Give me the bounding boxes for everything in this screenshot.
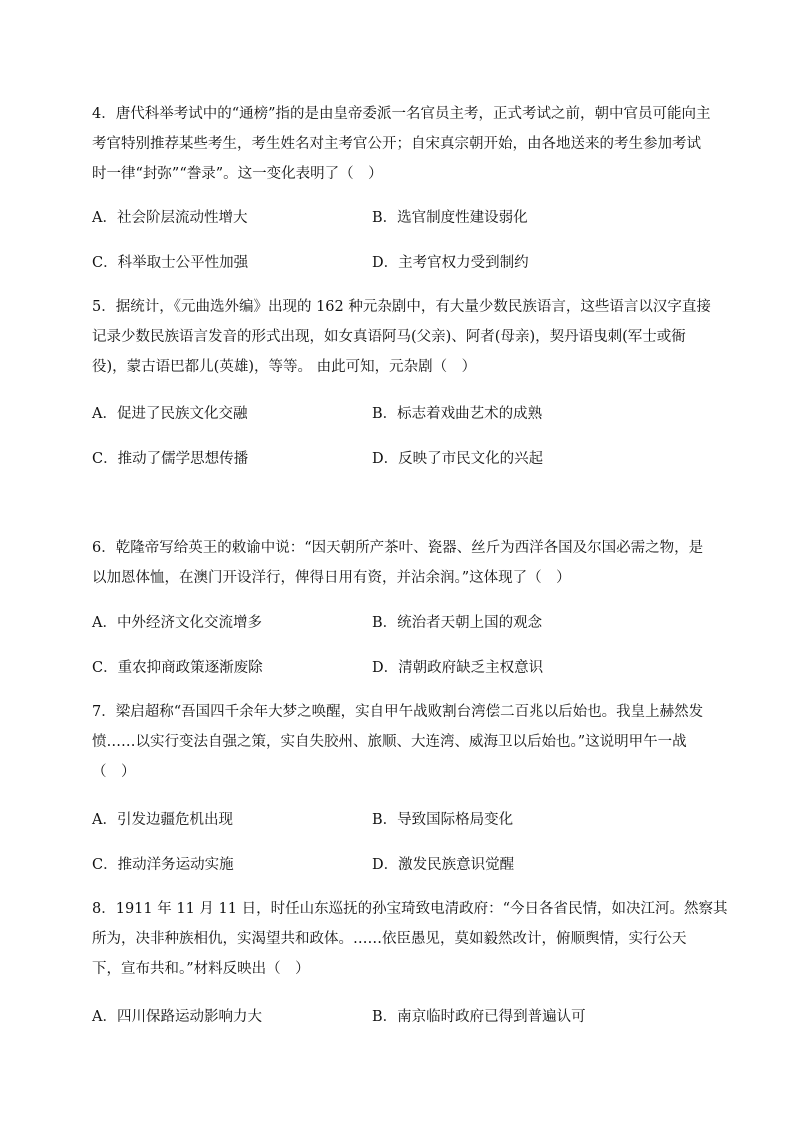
stem-line: 以加恩体恤，在澳门开设洋行，俾得日用有资，并沾余润。”这体现了（ ） [92, 570, 571, 586]
stem-line: 役)，蒙古语巴都儿(英雄)，等等。 由此可知，元杂剧（ ） [92, 359, 477, 375]
option-c[interactable]: C．重农抑商政策逐渐废除 [92, 660, 263, 676]
question-5-stem [92, 296, 711, 386]
question-4-options-row-1 [92, 207, 696, 229]
question-4-stem [92, 103, 711, 193]
stem-line: 所为，决非种族相仇，实渴望共和政体。……依臣愚见，莫如毅然改计，俯顺舆情，实行公天 [92, 931, 687, 947]
stem-line: 时一律“封弥”“誊录”。这一变化表明了（ ） [92, 166, 383, 182]
option-b[interactable]: B．导致国际格局变化 [372, 812, 514, 828]
option-d[interactable]: D．清朝政府缺乏主权意识 [372, 660, 544, 676]
question-7-options-row-1 [92, 809, 696, 831]
option-a[interactable]: A．中外经济文化交流增多 [92, 615, 262, 631]
option-a[interactable]: A．社会阶层流动性增大 [92, 210, 248, 226]
option-b[interactable]: B．统治者天朝上国的观念 [372, 615, 543, 631]
question-7-options-row-2 [92, 854, 696, 876]
stem-line: 5．据统计，《元曲选外编》出现的 162 种元杂剧中，有大量少数民族语言，这些语言以汉字直接 [92, 299, 711, 315]
question-6-options-row-2 [92, 657, 696, 679]
question-5-options-row-2 [92, 448, 696, 470]
stem-line: 7．梁启超称“吾国四千余年大梦之唤醒，实自甲午战败割台湾偿二百兆以后始也。我皇上赫然发 [92, 704, 704, 720]
question-4-options-row-2 [92, 252, 696, 274]
option-b[interactable]: B．选官制度性建设弱化 [372, 210, 528, 226]
option-a[interactable]: A．促进了民族文化交融 [92, 406, 248, 422]
question-8-stem [92, 898, 728, 988]
stem-line: 4．唐代科举考试中的“通榜”指的是由皇帝委派一名官员主考，正式考试之前，朝中官员可能向主 [92, 106, 711, 122]
option-c[interactable]: C．推动洋务运动实施 [92, 857, 234, 873]
question-6-options-row-1 [92, 612, 696, 634]
question-6-stem [92, 537, 704, 597]
option-d[interactable]: D．反映了市民文化的兴起 [372, 451, 544, 467]
option-a[interactable]: A．四川保路运动影响力大 [92, 1009, 262, 1025]
option-c[interactable]: C．科举取士公平性加强 [92, 255, 249, 271]
stem-line: 考官特别推荐某些考生，考生姓名对主考官公开；自宋真宗朝开始，由各地送来的考生参加考试 [92, 136, 701, 152]
stem-line: 愤……以实行变法自强之策，实自失胶州、旅顺、大连湾、威海卫以后始也。”这说明甲午一战 [92, 734, 687, 750]
option-a[interactable]: A．引发边疆危机出现 [92, 812, 233, 828]
option-b[interactable]: B．南京临时政府已得到普遍认可 [372, 1009, 586, 1025]
stem-line: 下，宣布共和。”材料反映出（ ） [92, 961, 310, 977]
question-7-stem [92, 701, 704, 791]
option-b[interactable]: B．标志着戏曲艺术的成熟 [372, 406, 543, 422]
stem-line: 6．乾隆帝写给英王的敕谕中说：“因天朝所产茶叶、瓷器、丝斤为西洋各国及尔国必需之物，是 [92, 540, 704, 556]
option-d[interactable]: D．主考官权力受到制约 [372, 255, 529, 271]
question-5-options-row-1 [92, 403, 696, 425]
stem-line: 记录少数民族语言发音的形式出现，如女真语阿马(父亲)、阿者(母亲)，契丹语曳刺(军士或衙 [92, 329, 686, 345]
option-d[interactable]: D．激发民族意识觉醒 [372, 857, 515, 873]
question-8-options-row-1 [92, 1006, 696, 1028]
stem-line: 8．1911 年 11 月 11 日，时任山东巡抚的孙宝琦致电清政府：“今日各省民情，如决江河。然察其 [92, 901, 728, 917]
stem-line: （ ） [92, 764, 136, 780]
option-c[interactable]: C．推动了儒学思想传播 [92, 451, 249, 467]
